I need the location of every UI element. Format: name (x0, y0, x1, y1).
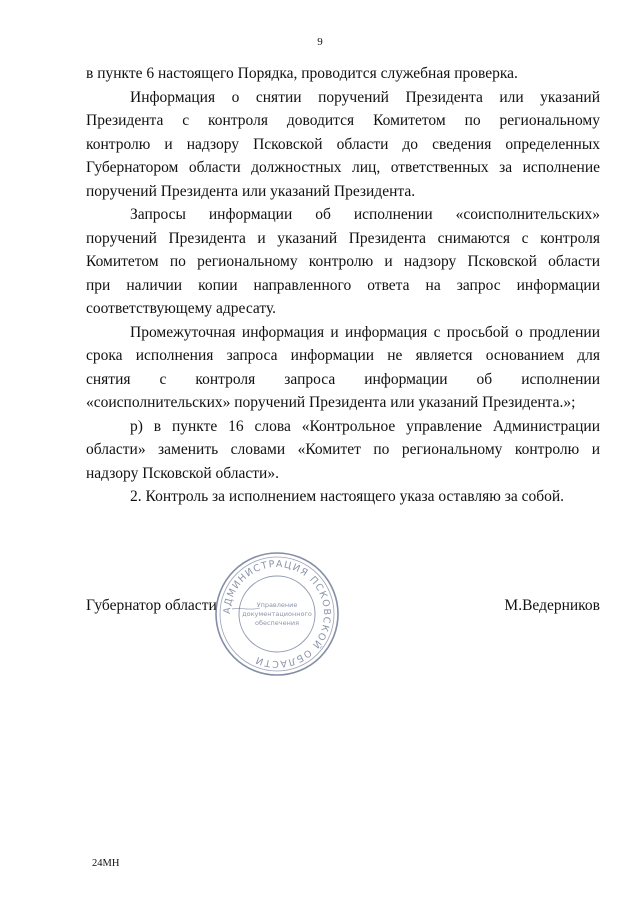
signatory-name: М.Ведерников (504, 597, 600, 614)
text-line: Промежуточная информация и информация с просьбой о продлении (130, 323, 600, 341)
seal-graphic (212, 549, 342, 679)
text-line: Запросы информации об исполнении «соисполнительских» (130, 206, 600, 223)
footer-code: 24МН (92, 858, 120, 869)
seal-center-text: документационного (242, 610, 312, 618)
text-line: поручений Президента и указаний Президента снимаются с контроля (86, 229, 600, 247)
text-line: области» заменить словами «Комитет по региональному контролю и (86, 441, 600, 458)
text-line: Информация о снятии поручений Президента или указаний (130, 88, 600, 106)
document-body (86, 62, 600, 509)
signatory-position: Губернатор области (86, 597, 217, 614)
signature-block (86, 596, 600, 616)
text-line: Губернатором области должностных лиц, ответственных за исполнение (86, 159, 600, 176)
seal-ring-text: АДМИНИСТРАЦИЯ ПСКОВСКОЙ ОБЛАСТИ (221, 558, 333, 670)
text-line: Президента с контроля доводится Комитетом по региональному (86, 112, 600, 129)
text-line: 2. Контроль за исполнением настоящего указа оставляю за собой. (130, 488, 565, 505)
text-line: р) в пункте 16 слова «Контрольное управление Администрации (130, 417, 600, 435)
text-line: контролю и надзору Псковской области до сведения определенных (86, 135, 600, 153)
text-line: надзору Псковской области». (86, 464, 279, 482)
text-line: снятия с контроля запроса информации об исполнении (86, 370, 600, 388)
page-number: 9 (317, 36, 323, 48)
text-line: срока исполнения запроса информации не является основанием для (86, 347, 600, 364)
text-line: «соисполнительских» поручений Президента или указаний Президента.»; (86, 394, 576, 411)
text-line: Комитетом по региональному контролю и надзору Псковской области (86, 253, 600, 270)
text-line: поручений Президента или указаний Президента. (86, 182, 416, 200)
text-line: в пункте 6 настоящего Порядка, проводится служебная проверка. (86, 65, 518, 82)
text-line: соответствующему адресату. (86, 300, 277, 317)
seal-center-text: обеспечения (254, 619, 300, 627)
text-line: при наличии копии направленного ответа на запрос информации (86, 276, 600, 294)
official-seal (212, 549, 342, 679)
seal-center-text: Управление (256, 601, 298, 609)
